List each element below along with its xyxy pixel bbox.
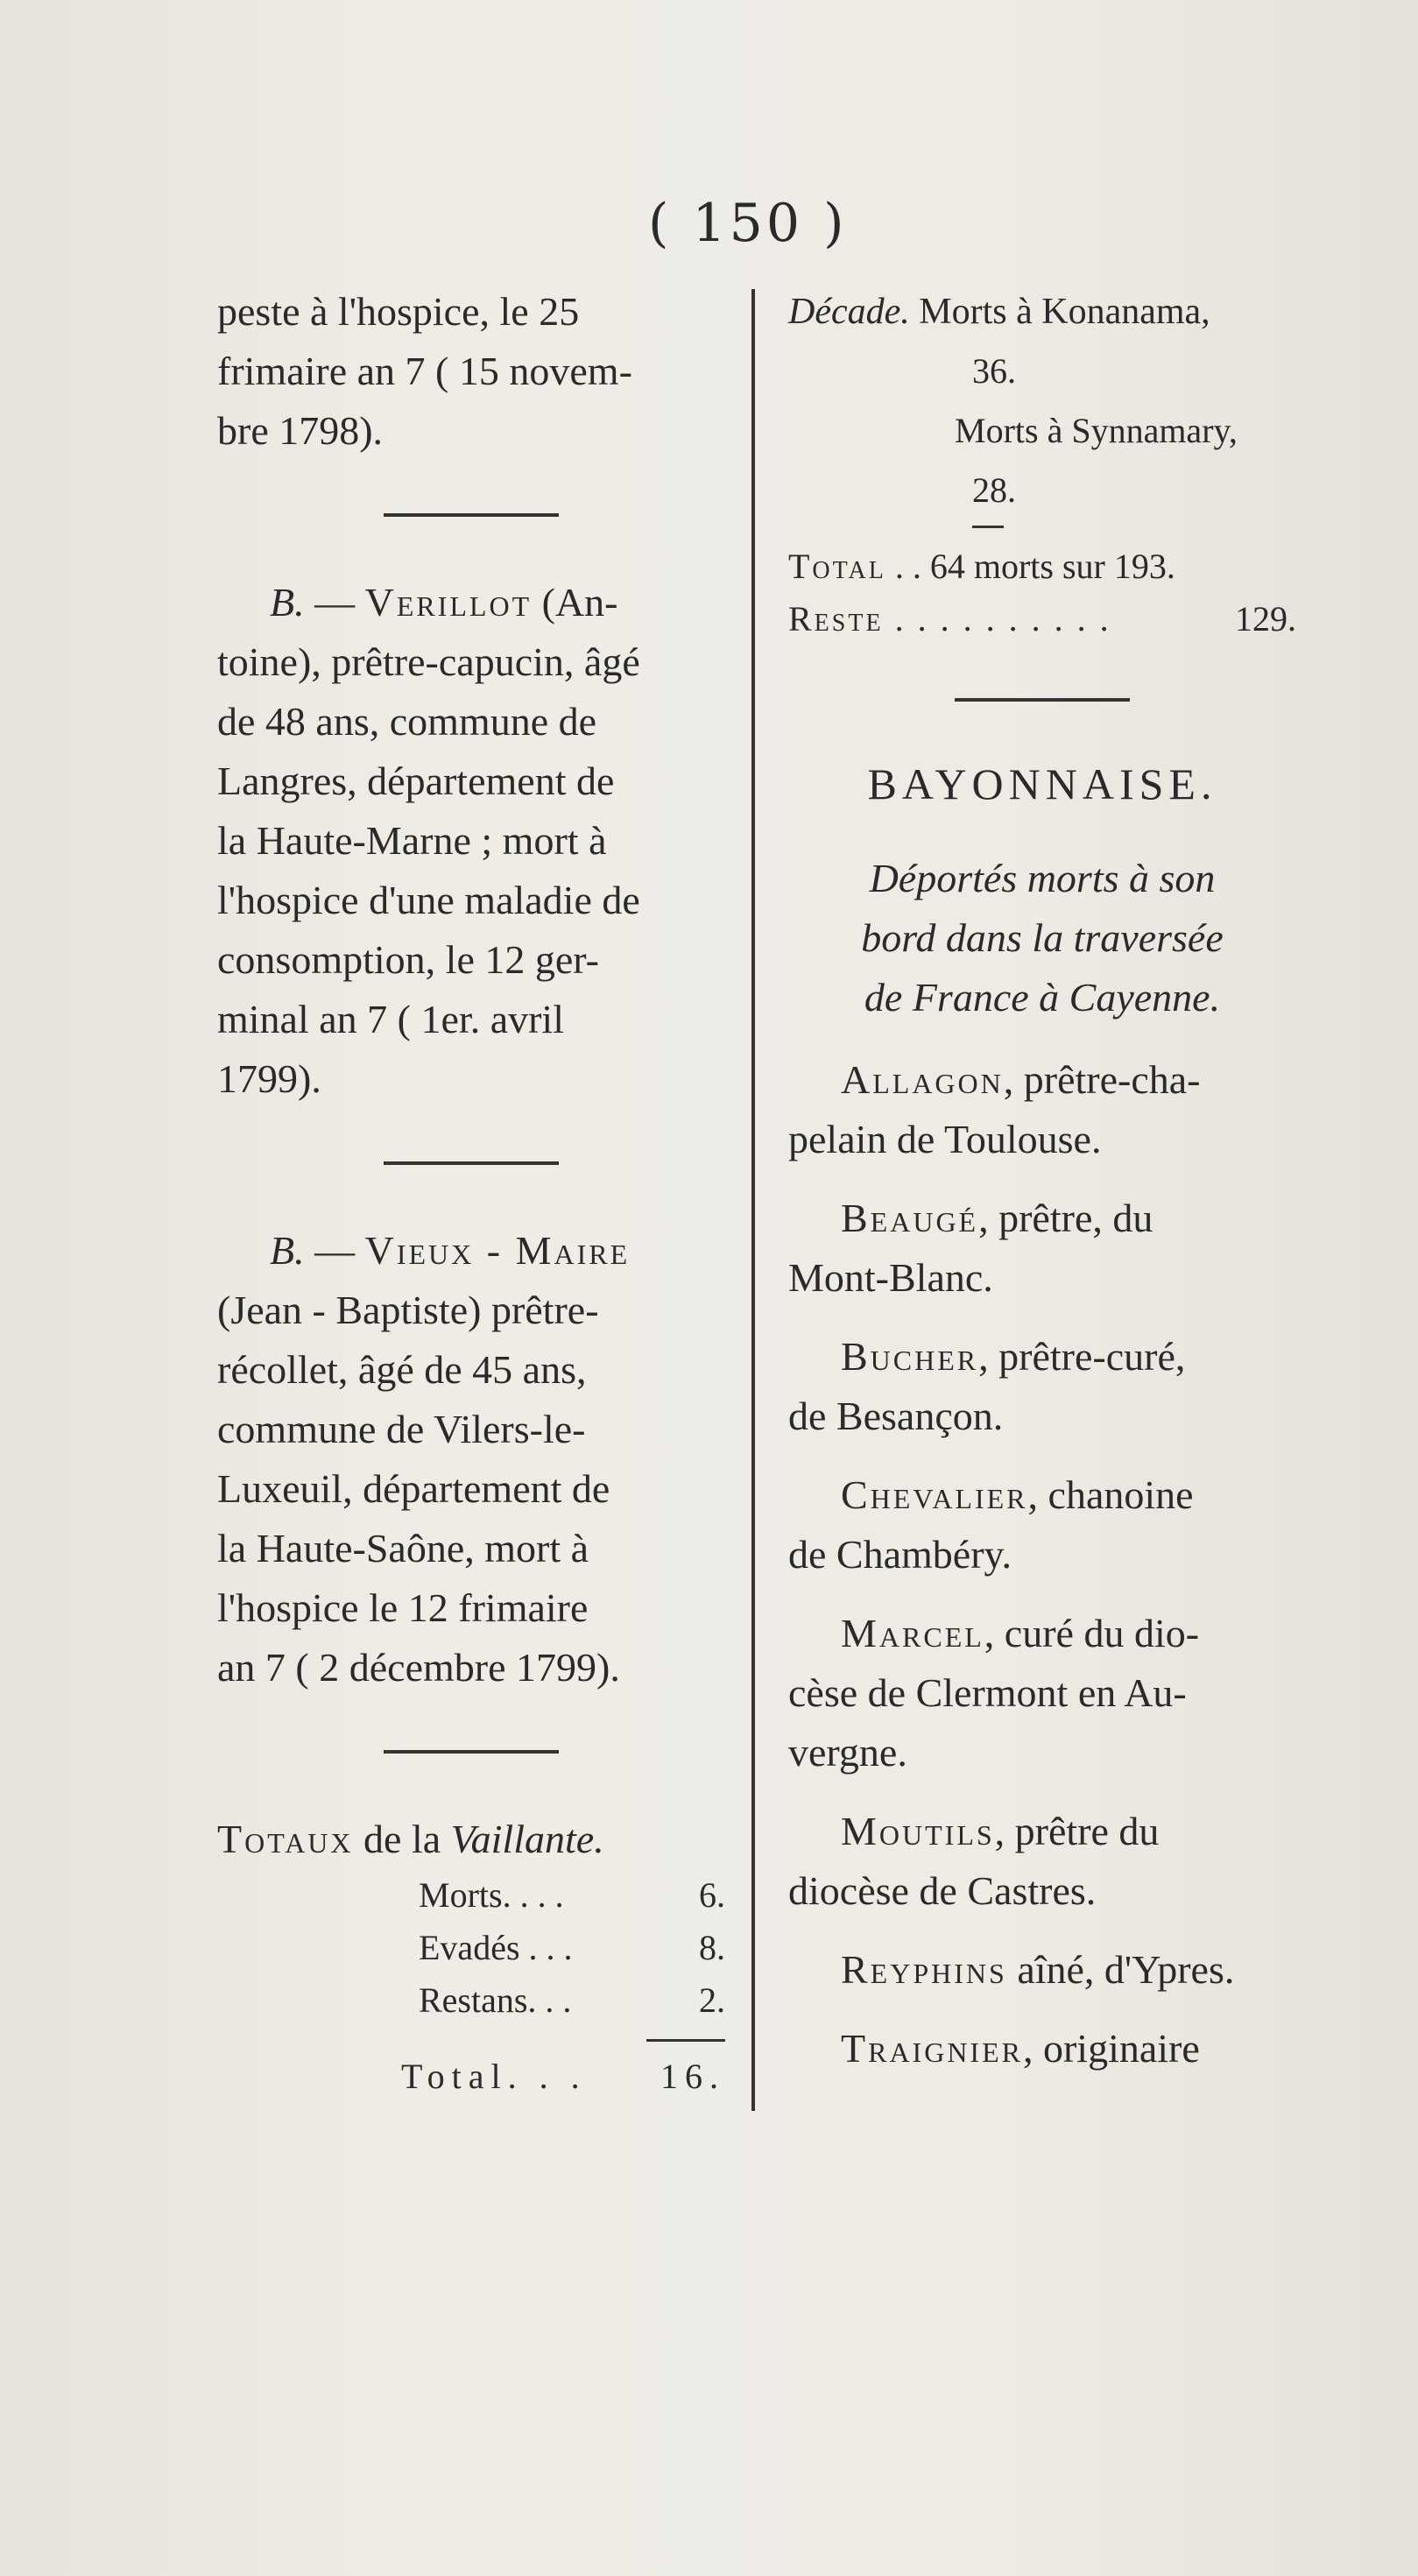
totals-row-restans (217, 1974, 725, 2027)
sum-rule (646, 2039, 725, 2042)
text-line: de 48 ans, commune de (217, 699, 597, 744)
text-line: (Jean - Baptiste) prêtre- (217, 1288, 599, 1332)
row-value: 6. (699, 1875, 725, 1915)
column-divider (751, 289, 755, 2111)
list-item: Beaugé, prêtre, du Mont-Blanc. (788, 1196, 1153, 1300)
text-line: l'hospice le 12 frimaire (217, 1585, 589, 1630)
section-rule (955, 698, 1130, 702)
marker-b: B. (270, 580, 305, 625)
ship-name: Vaillante. (450, 1817, 604, 1861)
text-line: minal an 7 ( 1er. avril (217, 997, 564, 1041)
text-line: l'hospice d'une maladie de (217, 878, 640, 922)
dash: — (314, 580, 365, 625)
marker-b: B. (270, 1228, 305, 1273)
surname: Moutils (841, 1809, 995, 1853)
text: de la (363, 1817, 451, 1861)
surname: Bucher (841, 1334, 979, 1379)
text-line: de France à Cayenne. (864, 975, 1221, 1020)
text-line: récollet, âgé de 45 ans, (217, 1347, 587, 1392)
surname: Verillot (364, 580, 533, 625)
section-rule (384, 1161, 559, 1165)
list-item: Reyphins aîné, d'Ypres. (841, 1947, 1235, 1992)
row-label: Total. . . (401, 2057, 587, 2096)
sum-rule (972, 526, 1004, 528)
text-line: 36. (972, 351, 1016, 391)
text-line: Morts à Synnamary, (955, 411, 1238, 450)
row-label: Restans. . . (419, 1980, 572, 2020)
list-item: Bucher, prêtre-curé, de Besançon. (788, 1334, 1186, 1438)
text-line: Langres, département de (217, 759, 615, 803)
text-line: Déportés morts à son (869, 856, 1216, 900)
row-label: Evadés . . . (419, 1928, 573, 1967)
row-label: Morts. . . . (419, 1875, 564, 1915)
row-value: 2. (699, 1980, 725, 2020)
surname: Marcel (841, 1611, 984, 1655)
surname: Vieux - Maire (364, 1228, 631, 1273)
text-line: toine), prêtre-capucin, âgé (217, 639, 640, 684)
totals-row-total (217, 2056, 725, 2097)
list-item: Marcel, curé du dio- cèse de Clermont en Au- vergne. (788, 1611, 1200, 1775)
text-line: bre 1798). (217, 408, 384, 453)
text-line: Luxeuil, département de (217, 1466, 610, 1511)
list-item: Traignier, originaire (841, 2026, 1200, 2071)
text-line: consomption, le 12 ger- (217, 937, 599, 982)
text-line: bord dans la traversée (861, 915, 1224, 960)
total-row (788, 540, 1296, 593)
text-line (217, 573, 725, 632)
section-rule (384, 1750, 559, 1754)
right-column (788, 282, 1296, 2098)
row-value: 8. (699, 1928, 725, 1967)
text: (An- (541, 580, 618, 625)
section-heading: BAYONNAISE. (867, 759, 1217, 808)
entry-vieux-maire (217, 1221, 725, 1697)
surname: Beaugé (841, 1196, 979, 1240)
list-item: Chevalier, chanoine de Chambéry. (788, 1472, 1194, 1577)
reste-row (788, 593, 1296, 646)
totals-vaillante (217, 1810, 725, 2097)
left-column (217, 282, 725, 2097)
totals-heading (217, 1810, 725, 1869)
section-rule (384, 513, 559, 517)
row-label: Reste . . . . . . . . . . (788, 599, 1111, 639)
totals-row-evades (217, 1922, 725, 1974)
dash: — (314, 1228, 365, 1273)
surname: Reyphins (841, 1947, 1007, 1992)
text-line: frimaire an 7 ( 15 novem- (217, 349, 632, 393)
page-number: ( 150 ) (648, 193, 848, 254)
entry-verillot (217, 573, 725, 1109)
text-line: la Haute-Saône, mort à (217, 1526, 589, 1570)
text-line: la Haute-Marne ; mort à (217, 818, 607, 863)
list-item: Allagon, prêtre-cha- pelain de Toulouse. (788, 1057, 1201, 1161)
list-item: Moutils, prêtre du diocèse de Castres. (788, 1809, 1160, 1913)
text-line (217, 1221, 725, 1281)
subheading (788, 849, 1296, 1027)
surname: Chevalier (841, 1472, 1028, 1517)
decade-label: Décade. (788, 292, 910, 332)
totals-label: Totaux (217, 1817, 354, 1861)
paragraph-peste (217, 282, 725, 461)
text: Morts à Konanama, (919, 292, 1210, 332)
surname: Traignier (841, 2026, 1023, 2071)
row-value: 129. (1235, 599, 1296, 639)
text-line: peste à l'hospice, le 25 (217, 289, 580, 334)
text-line: 28. (972, 470, 1016, 510)
totals-row-morts (217, 1869, 725, 1922)
row-label: Total . . 64 morts sur 193. (788, 547, 1175, 586)
text-line: an 7 ( 2 décembre 1799). (217, 1645, 620, 1690)
text-line (788, 282, 1296, 342)
text-line: 1799). (217, 1056, 321, 1101)
surname: Allagon (841, 1057, 1004, 1102)
text-line: commune de Vilers-le- (217, 1407, 586, 1451)
row-value: 16. (660, 2057, 725, 2096)
